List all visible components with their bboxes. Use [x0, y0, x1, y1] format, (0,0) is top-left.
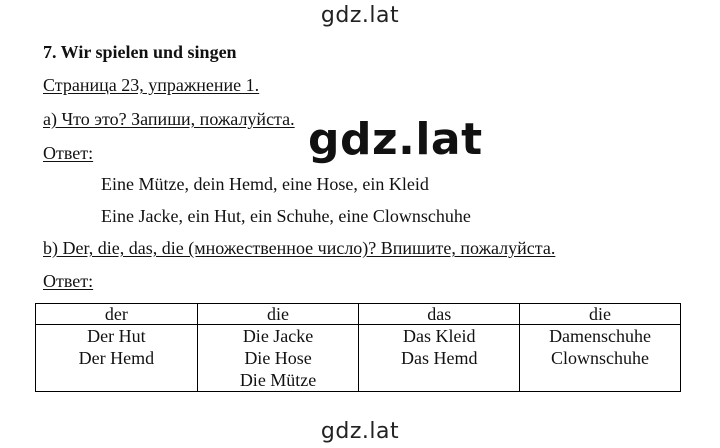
- answer-a-line-1: Eine Mütze, dein Hemd, eine Hose, ein Kleid: [101, 174, 429, 194]
- answer-label-b: Ответ:: [43, 271, 94, 291]
- table-cell: Damenschuhe: [549, 326, 652, 346]
- article-table: [35, 303, 681, 392]
- header-der: der: [36, 304, 198, 325]
- task-b-heading: b) Der, die, das, die (множественное число)? Впишите, пожалуйста.: [43, 238, 556, 258]
- page-reference: Страница 23, упражнение 1.: [43, 75, 260, 95]
- watermark-top: gdz.lat: [320, 3, 400, 28]
- table-row: [36, 325, 681, 392]
- table-cell: Der Hut: [87, 326, 146, 346]
- column-die-plural: [520, 325, 681, 392]
- column-der: [36, 325, 198, 392]
- answer-label-a: Ответ:: [43, 143, 94, 163]
- table-cell: Der Hemd: [78, 348, 155, 368]
- table-header-row: [36, 304, 681, 325]
- table-cell: Clownschuhe: [551, 348, 650, 368]
- exercise-title: 7. Wir spielen und singen: [43, 42, 237, 62]
- header-die-plural: die: [520, 304, 681, 325]
- column-die: [197, 325, 359, 392]
- header-das: das: [359, 304, 520, 325]
- table-cell: Die Hose: [244, 348, 312, 368]
- answer-a-line-2: Eine Jacke, ein Hut, ein Schuhe, eine Clownschuhe: [101, 206, 471, 226]
- column-das: [359, 325, 520, 392]
- table-cell: Das Kleid: [403, 326, 476, 346]
- watermark-bottom: gdz.lat: [320, 419, 400, 444]
- header-die: die: [197, 304, 359, 325]
- table-cell: Das Hemd: [401, 348, 478, 368]
- table-cell: Die Jacke: [242, 326, 314, 346]
- table-cell: Die Mütze: [239, 370, 317, 390]
- task-a-heading: а) Что это? Запиши, пожалуйста.: [43, 109, 295, 129]
- watermark-center: gdz.lat: [308, 114, 483, 165]
